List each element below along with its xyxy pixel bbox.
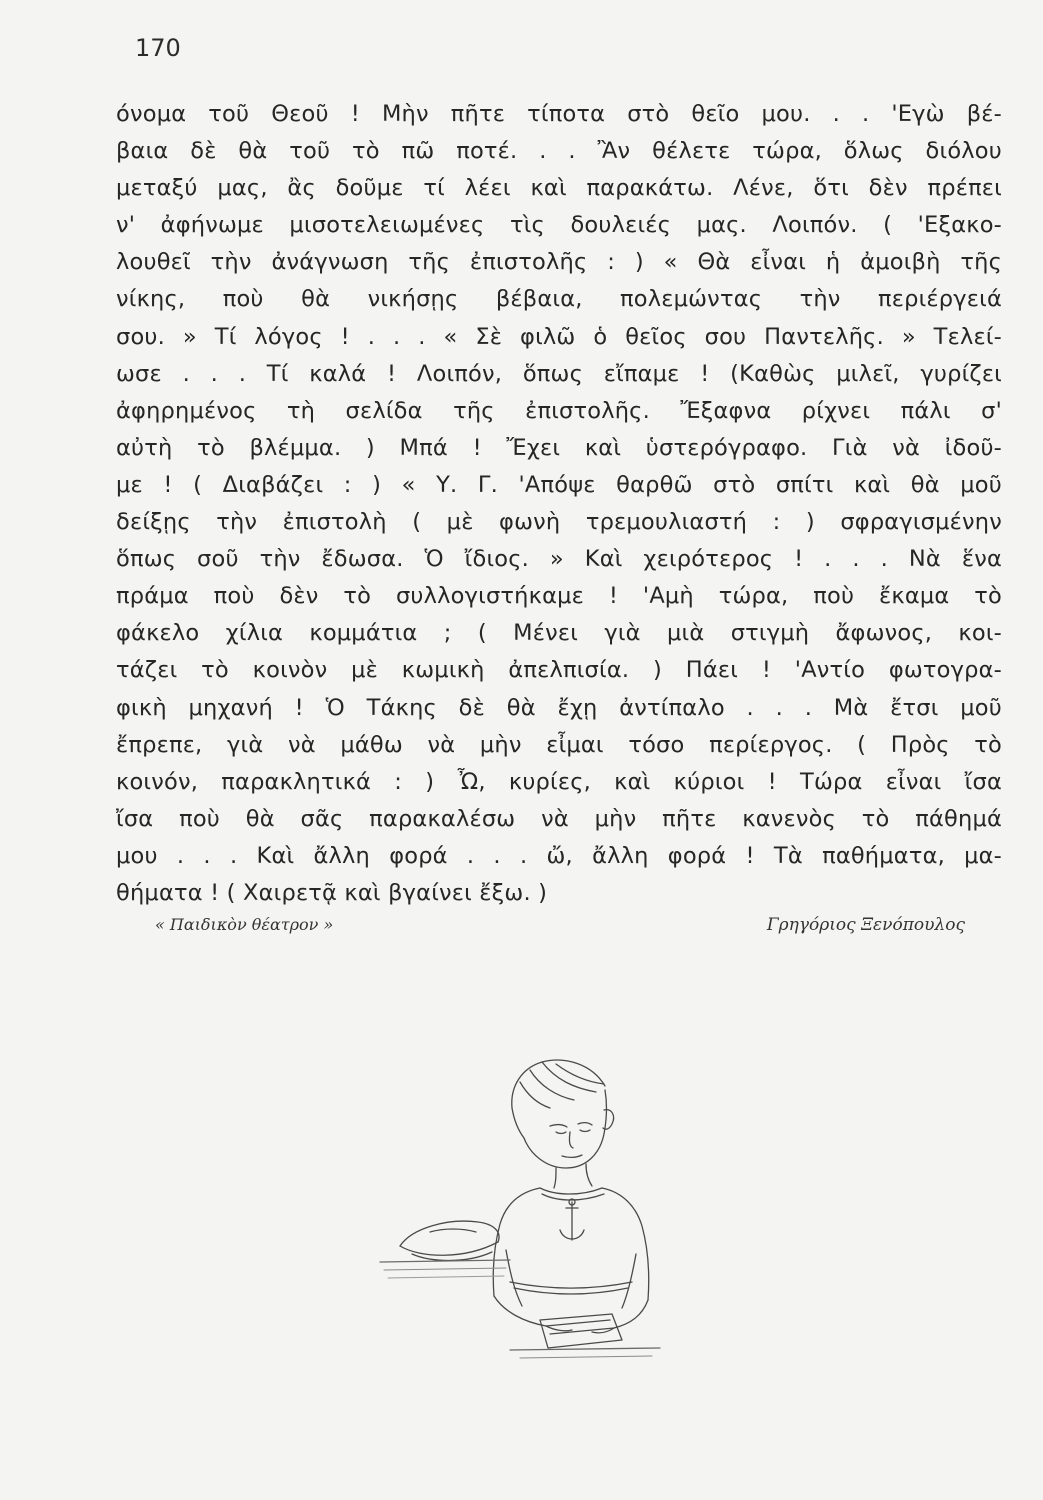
text-line: κοινόν, παρακλητικά : ) Ὦ, κυρίες, καὶ κύριοι ! Τώρα εἶναι ἴσα <box>116 768 1002 795</box>
text-line: ἔπρεπε, γιὰ νὰ μάθω νὰ μὴν εἶμαι τόσο περίεργος. ( Πρὸς τὸ <box>116 731 1002 758</box>
text-line: τάζει τὸ κοινὸν μὲ κωμικὴ ἀπελπισία. ) Πάει ! 'Αντίο φωτογρα- <box>116 657 1002 684</box>
text-line: φικὴ μηχανή ! Ὁ Τάκης δὲ θὰ ἔχῃ ἀντίπαλο . . . Μὰ ἔτσι μοῦ <box>116 694 1002 721</box>
text-line: βαια δὲ θὰ τοῦ τὸ πῶ ποτέ. . . Ἂν θέλετε τώρα, ὅλως διόλου <box>116 138 1002 165</box>
source-title: « Παιδικὸν θέατρον » <box>155 915 334 934</box>
text-line: μου . . . Καὶ ἄλλη φορά . . . ὤ, ἄλλη φορά ! Τὰ παθήματα, μα- <box>116 842 1002 869</box>
text-line: φάκελο χίλια κομμάτια ; ( Μένει γιὰ μιὰ στιγμὴ ἄφωνος, κοι- <box>116 620 1002 647</box>
boy-reading-letter-illustration <box>360 1050 700 1370</box>
text-line: ωσε . . . Τί καλά ! Λοιπόν, ὅπως εἴπαμε ! (Καθὼς μιλεῖ, γυρίζει <box>116 360 1002 387</box>
text-line: λουθεῖ τὴν ἀνάγνωση τῆς ἐπιστολῆς : ) « Θὰ εἶναι ἡ ἀμοιβὴ τῆς <box>116 249 1002 276</box>
text-line: ἴσα ποὺ θὰ σᾶς παρακαλέσω νὰ μὴν πῆτε κανενὸς τὸ πάθημά <box>116 805 1002 832</box>
text-line: ὅπως σοῦ τὴν ἔδωσα. Ὁ ἴδιος. » Καὶ χειρότερος ! . . . Νὰ ἕνα <box>116 546 1002 573</box>
text-line: μεταξύ μας, ἂς δοῦμε τί λέει καὶ παρακάτω. Λένε, ὅτι δὲν πρέπει <box>116 175 1002 202</box>
text-line: αὐτὴ τὸ βλέμμα. ) Μπά ! Ἔχει καὶ ὑστερόγραφο. Γιὰ νὰ ἰδοῦ- <box>116 434 1002 461</box>
page-number: 170 <box>135 34 181 62</box>
text-line: ἀφηρημένος τὴ σελίδα τῆς ἐπιστολῆς. Ἔξαφνα ρίχνει πάλι σ' <box>116 397 1002 424</box>
text-line: θήματα ! ( Χαιρετᾷ καὶ βγαίνει ἔξω. ) <box>116 879 548 906</box>
text-line: πράμα ποὺ δὲν τὸ συλλογιστήκαμε ! 'Αμὴ τώρα, ποὺ ἔκαμα τὸ <box>116 583 1002 610</box>
text-line: δείξῃς τὴν ἐπιστολὴ ( μὲ φωνὴ τρεμουλιαστή : ) σφραγισμένην <box>116 509 1002 536</box>
author-name: Γρηγόριος Ξενόπουλος <box>766 915 965 935</box>
text-line: νίκης, ποὺ θὰ νικήσῃς βέβαια, πολεμώντας τὴν περιέργειά <box>116 286 1002 313</box>
body-text <box>116 96 1002 912</box>
text-line: με ! ( Διαβάζει : ) « Υ. Γ. 'Απόψε θαρθῶ στὸ σπίτι καὶ θὰ μοῦ <box>116 471 1002 498</box>
text-line: όνομα τοῦ Θεοῦ ! Μὴν πῆτε τίποτα στὸ θεῖο μου. . . 'Εγὼ βέ- <box>116 101 1002 127</box>
text-line: ν' ἀφήνωμε μισοτελειωμένες τὶς δουλειές μας. Λοιπόν. ( 'Εξακο- <box>116 212 1002 239</box>
text-line: σου. » Τί λόγος ! . . . « Σὲ φιλῶ ὁ θεῖος σου Παντελῆς. » Τελεί- <box>116 323 1002 350</box>
